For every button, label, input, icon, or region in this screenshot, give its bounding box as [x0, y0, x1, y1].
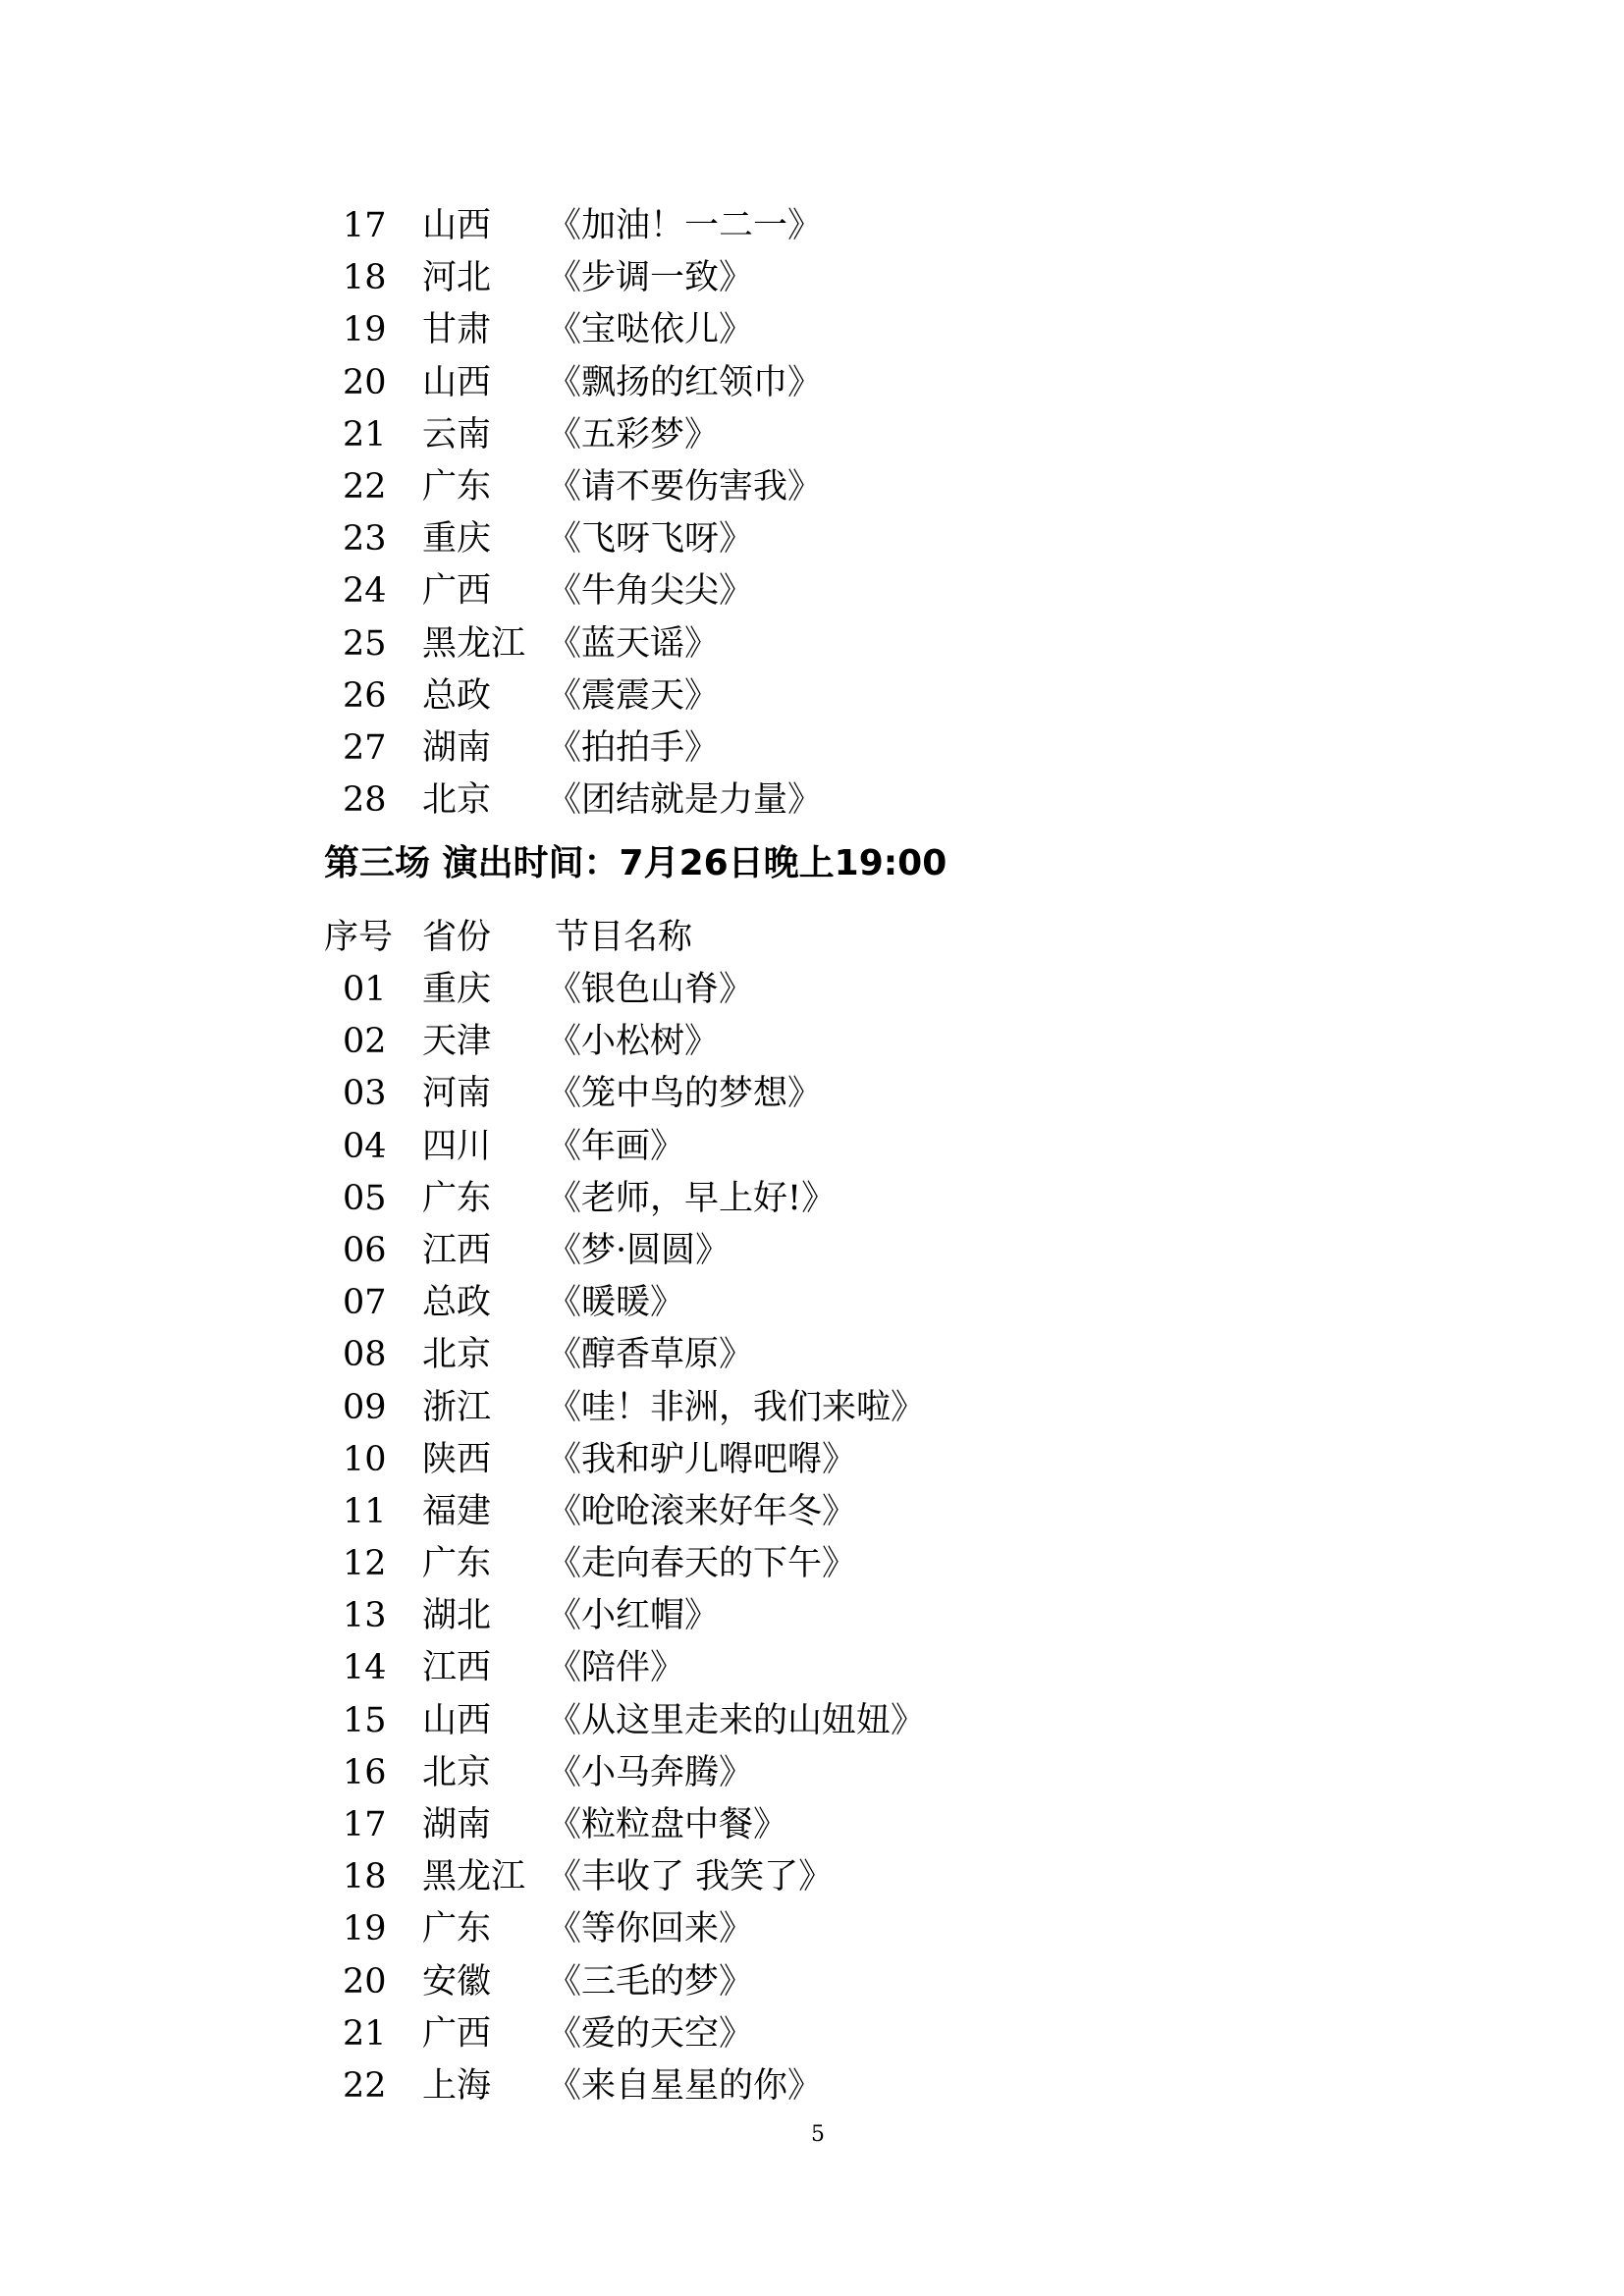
- item-title: 《小红帽》: [547, 1596, 720, 1636]
- list-item: [0, 722, 1624, 774]
- item-province: 广东: [422, 1178, 492, 1218]
- item-province: 总政: [422, 1283, 492, 1323]
- item-province: 广西: [422, 2013, 492, 2054]
- item-title: 《年画》: [547, 1126, 685, 1166]
- list-item: [0, 1590, 1624, 1642]
- list-item: [0, 1747, 1624, 1799]
- item-province: 天津: [422, 1022, 492, 1062]
- item-number: 28: [343, 780, 387, 821]
- item-title: 《走向春天的下午》: [547, 1544, 857, 1584]
- list-item: [0, 1068, 1624, 1120]
- item-number: 20: [343, 1961, 387, 2002]
- item-province: 山西: [422, 1700, 492, 1740]
- item-title: 《拍拍手》: [547, 727, 720, 768]
- column-header-row: [0, 911, 1624, 964]
- item-title: 《我和驴儿嘚吧嘚》: [547, 1439, 857, 1479]
- item-title: 《加油！一二一》: [547, 206, 823, 245]
- item-number: 13: [343, 1596, 387, 1636]
- item-number: 04: [343, 1126, 387, 1166]
- item-number: 02: [343, 1022, 387, 1062]
- item-title: 《爱的天空》: [547, 2013, 754, 2054]
- item-number: 14: [343, 1648, 387, 1688]
- item-number: 09: [343, 1387, 387, 1427]
- item-title: 《震震天》: [547, 675, 720, 716]
- item-province: 浙江: [422, 1387, 492, 1427]
- list-item: [0, 1799, 1624, 1851]
- list-item: [0, 1382, 1624, 1434]
- item-title: 《老师，早上好!》: [547, 1178, 837, 1218]
- item-province: 上海: [422, 2065, 492, 2106]
- item-number: 25: [343, 623, 387, 664]
- list-item: [0, 1121, 1624, 1173]
- list-item: [0, 1016, 1624, 1068]
- section-heading: 第三场 演出时间：7月26日晚上19:00: [324, 843, 947, 883]
- list-item: [0, 618, 1624, 670]
- item-province: 广东: [422, 1544, 492, 1584]
- item-title: 《暖暖》: [547, 1283, 685, 1323]
- list-item: [0, 1642, 1624, 1694]
- item-number: 11: [343, 1491, 387, 1531]
- item-number: 24: [343, 571, 387, 612]
- item-province: 甘肃: [422, 310, 492, 350]
- item-province: 江西: [422, 1648, 492, 1688]
- list-item: [0, 1225, 1624, 1277]
- list-item: [0, 409, 1624, 461]
- item-number: 03: [343, 1074, 387, 1114]
- list-item: [0, 1956, 1624, 2008]
- list-item: [0, 1903, 1624, 1955]
- item-province: 黑龙江: [422, 1857, 526, 1897]
- item-province: 重庆: [422, 519, 492, 560]
- item-title: 《银色山脊》: [547, 970, 754, 1009]
- item-number: 08: [343, 1335, 387, 1375]
- item-province: 广西: [422, 571, 492, 612]
- item-number: 22: [343, 2065, 387, 2106]
- item-number: 05: [343, 1178, 387, 1218]
- item-province: 陕西: [422, 1439, 492, 1479]
- item-number: 26: [343, 675, 387, 716]
- list-item: [0, 1486, 1624, 1538]
- item-title: 《三毛的梦》: [547, 1961, 754, 2002]
- item-province: 河南: [422, 1074, 492, 1114]
- list-item: [0, 513, 1624, 565]
- item-province: 总政: [422, 675, 492, 716]
- item-province: 广东: [422, 466, 492, 507]
- item-province: 山西: [422, 362, 492, 402]
- list-item: [0, 565, 1624, 617]
- item-province: 湖南: [422, 1805, 492, 1844]
- item-title: 《笼中鸟的梦想》: [547, 1074, 823, 1114]
- column-header-title: 节目名称: [555, 918, 693, 957]
- item-title: 《小马奔腾》: [547, 1752, 754, 1792]
- item-title: 《飞呀飞呀》: [547, 519, 754, 560]
- item-number: 19: [343, 1909, 387, 1949]
- item-number: 23: [343, 519, 387, 560]
- item-province: 北京: [422, 1335, 492, 1375]
- item-province: 广东: [422, 1909, 492, 1949]
- list-item: [0, 357, 1624, 409]
- list-item: [0, 1434, 1624, 1486]
- list-item: [0, 1173, 1624, 1225]
- item-title: 《陪伴》: [547, 1648, 685, 1688]
- item-number: 20: [343, 362, 387, 402]
- list-item: [0, 2008, 1624, 2060]
- item-number: 16: [343, 1752, 387, 1792]
- item-province: 福建: [422, 1491, 492, 1531]
- item-province: 北京: [422, 780, 492, 821]
- item-number: 19: [343, 310, 387, 350]
- item-number: 18: [343, 258, 387, 298]
- list-item: [0, 774, 1624, 827]
- item-title: 《飘扬的红领巾》: [547, 362, 823, 402]
- item-title: 《等你回来》: [547, 1909, 754, 1949]
- item-number: 01: [343, 970, 387, 1009]
- item-province: 云南: [422, 414, 492, 454]
- item-province: 四川: [422, 1126, 492, 1166]
- item-number: 15: [343, 1700, 387, 1740]
- item-province: 山西: [422, 206, 492, 245]
- item-title: 《来自星星的你》: [547, 2065, 823, 2106]
- item-number: 07: [343, 1283, 387, 1323]
- list-item: [0, 200, 1624, 252]
- item-number: 18: [343, 1857, 387, 1897]
- list-item: [0, 2060, 1624, 2112]
- item-province: 湖北: [422, 1596, 492, 1636]
- list-item: [0, 964, 1624, 1016]
- column-header-number: 序号: [324, 918, 394, 957]
- item-number: 12: [343, 1544, 387, 1584]
- list-item: [0, 1538, 1624, 1590]
- item-title: 《请不要伤害我》: [547, 466, 823, 507]
- item-title: 《从这里走来的山妞妞》: [547, 1700, 926, 1740]
- item-province: 重庆: [422, 970, 492, 1009]
- item-title: 《牛角尖尖》: [547, 571, 754, 612]
- program-list-section-three: [0, 964, 1624, 2112]
- list-item: [0, 1277, 1624, 1329]
- list-item: [0, 1851, 1624, 1903]
- item-number: 21: [343, 414, 387, 454]
- item-title: 《呛呛滚来好年冬》: [547, 1491, 857, 1531]
- item-title: 《小松树》: [547, 1022, 720, 1062]
- item-province: 黑龙江: [422, 623, 526, 664]
- item-title: 《五彩梦》: [547, 414, 720, 454]
- item-province: 湖南: [422, 727, 492, 768]
- item-province: 北京: [422, 1752, 492, 1792]
- list-item: [0, 1695, 1624, 1747]
- column-header-province: 省份: [422, 918, 492, 957]
- page-number: 5: [811, 2122, 825, 2147]
- item-title: 《步调一致》: [547, 258, 754, 298]
- item-title: 《蓝天谣》: [547, 623, 720, 664]
- item-number: 06: [343, 1230, 387, 1270]
- item-title: 《梦·圆圆》: [547, 1230, 731, 1270]
- item-title: 《醇香草原》: [547, 1335, 754, 1375]
- item-number: 17: [343, 1805, 387, 1844]
- list-item: [0, 1329, 1624, 1381]
- item-title: 《粒粒盘中餐》: [547, 1805, 788, 1844]
- list-item: [0, 304, 1624, 356]
- item-number: 17: [343, 206, 387, 245]
- item-title: 《宝哒依儿》: [547, 310, 754, 350]
- item-title: 《团结就是力量》: [547, 780, 823, 821]
- list-item: [0, 670, 1624, 722]
- item-province: 安徽: [422, 1961, 492, 2002]
- item-province: 江西: [422, 1230, 492, 1270]
- list-item: [0, 461, 1624, 513]
- program-list-continued: [0, 200, 1624, 827]
- item-number: 27: [343, 727, 387, 768]
- item-number: 21: [343, 2013, 387, 2054]
- list-item: [0, 252, 1624, 304]
- item-number: 22: [343, 466, 387, 507]
- item-title: 《丰收了 我笑了》: [547, 1857, 834, 1897]
- item-number: 10: [343, 1439, 387, 1479]
- item-province: 河北: [422, 258, 492, 298]
- item-title: 《哇！非洲，我们来啦》: [547, 1387, 926, 1427]
